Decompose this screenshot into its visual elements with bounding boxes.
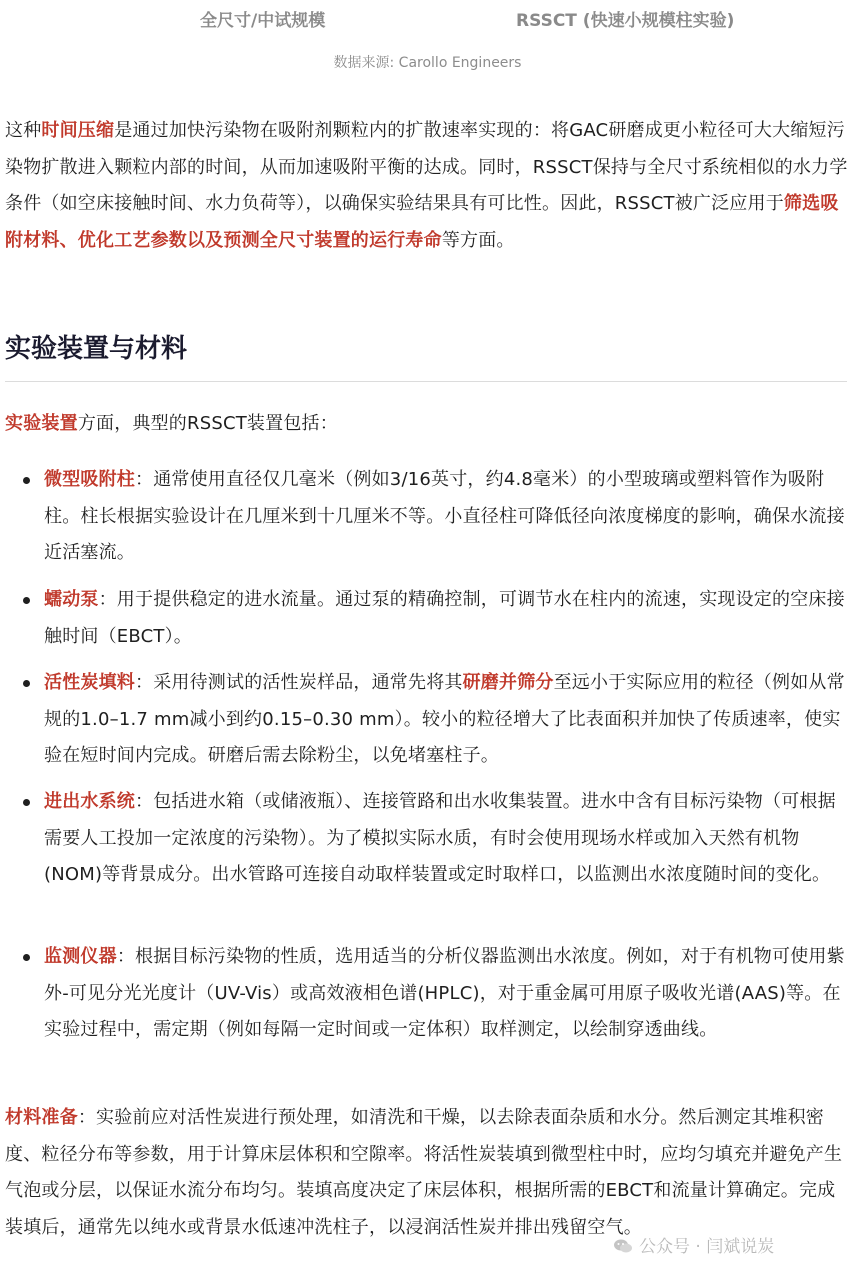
intro-text-3: 等方面。 (441, 229, 515, 251)
bullet-icon (23, 954, 30, 961)
equipment-intro-text: 方面，典型的RSSCT装置包括： (77, 413, 338, 434)
materials-text: ：实验前应对活性炭进行预处理，如清洗和干燥，以去除表面杂质和水分。然后测定其堆积密度、粒径分布等参数，用于计算床层体积和空隙率。将活性炭装填到微型柱中时，应均匀填充并避免产生气泡或分层，以保证水流分布均匀。装填高度决定了床层体积，根据所需的EBCT和流量计算确定。完成装填后，通常先以纯水或背景水低速冲洗柱子，以浸润活性炭并排出残留空气。 (5, 1107, 843, 1238)
item-label: 进出水系统 (44, 791, 135, 812)
item-text: ：根据目标污染物的性质，选用适当的分析仪器监测出水浓度。例如，对于有机物可使用紫外-可见分光光度计（UV-Vis）或高效液相色谱(HPLC)，对于重金属可用原子吸收光谱(AAS)等。在实验过程中，需定期（例如每隔一定时间或一定体积）取样测定，以绘制穿透曲线。 (44, 946, 845, 1040)
bullet-icon (23, 680, 30, 687)
item-text: 至远小于实际应用的粒径（例如从常规的1.0–1.7 mm减小到约0.15–0.30 mm）。较小的粒径增大了比表面积并加快了传质速率，使实验在短时间内完成。研磨后需去除粉尘，以免堵塞柱子。 (44, 672, 845, 766)
equipment-intro (5, 406, 850, 443)
intro-text-2: 是通过加快污染物在吸附剂颗粒内的扩散速率实现的：将GAC研磨成更小粒径可大大缩短污染物扩散进入颗粒内部的时间，从而加速吸附平衡的达成。同时，RSSCT保持与全尺寸系统相似的水力学条件（如空床接触时间、水力负荷等），以确保实验结果具有可比性。因此，RSSCT被广泛应用于 (5, 120, 848, 214)
wechat-icon (613, 1238, 633, 1254)
bullet-icon (23, 597, 30, 604)
item-text: ：包括进水箱（或储液瓶）、连接管路和出水收集装置。进水中含有目标污染物（可根据需要人工投加一定浓度的污染物）。为了模拟实际水质，有时会使用现场水样或加入天然有机物(NOM)等背景成分。出水管路可连接自动取样装置或定时取样口，以监测出水浓度随时间的变化。 (44, 791, 836, 885)
materials-paragraph (5, 1100, 850, 1246)
figure-caption-row (0, 2, 855, 32)
item-highlight: 研磨并筛分 (462, 672, 554, 693)
item-text: ：采用待测试的活性炭样品，通常先将其 (135, 672, 463, 693)
intro-highlight-2: 筛选吸附材料、优化工艺参数以及预测全尺寸装置的运行寿命 (5, 193, 839, 251)
item-label: 蠕动泵 (44, 589, 99, 610)
section-title: 实验装置与材料 (5, 334, 188, 364)
list-item-activated-carbon (44, 665, 850, 775)
intro-paragraph (5, 113, 850, 259)
list-item-micro-column (44, 462, 850, 572)
item-text: ：通常使用直径仅几毫米（例如3/16英寸，约4.8毫米）的小型玻璃或塑料管作为吸附柱。柱长根据实验设计在几厘米到十几厘米不等。小直径柱可降低径向浓度梯度的影响，确保水流接近活塞流。 (44, 469, 845, 563)
watermark-text: 公众号 · 闫斌说炭 (639, 1237, 775, 1257)
materials-highlight: 材料准备 (5, 1107, 78, 1128)
intro-text-1: 这种 (5, 120, 42, 141)
bullet-icon (23, 799, 30, 806)
bullet-icon (23, 477, 30, 484)
item-label: 活性炭填料 (44, 672, 135, 693)
list-item-water-system (44, 784, 850, 894)
list-item-monitoring (44, 939, 850, 1049)
section-divider (5, 381, 847, 382)
item-text: ：用于提供稳定的进水流量。通过泵的精确控制，可调节水在柱内的流速，实现设定的空床接触时间（EBCT）。 (44, 589, 845, 647)
item-label: 监测仪器 (44, 946, 117, 967)
data-source: 数据来源: Carollo Engineers (333, 55, 522, 71)
watermark (613, 1232, 774, 1257)
caption-rssct: RSSCT (快速小规模柱实验) (516, 11, 735, 31)
item-label: 微型吸附柱 (44, 469, 135, 490)
caption-full-scale: 全尺寸/中试规模 (200, 11, 326, 31)
intro-highlight-1: 时间压缩 (41, 120, 115, 141)
equipment-intro-highlight: 实验装置 (5, 413, 78, 434)
list-item-peristaltic-pump (44, 582, 850, 655)
